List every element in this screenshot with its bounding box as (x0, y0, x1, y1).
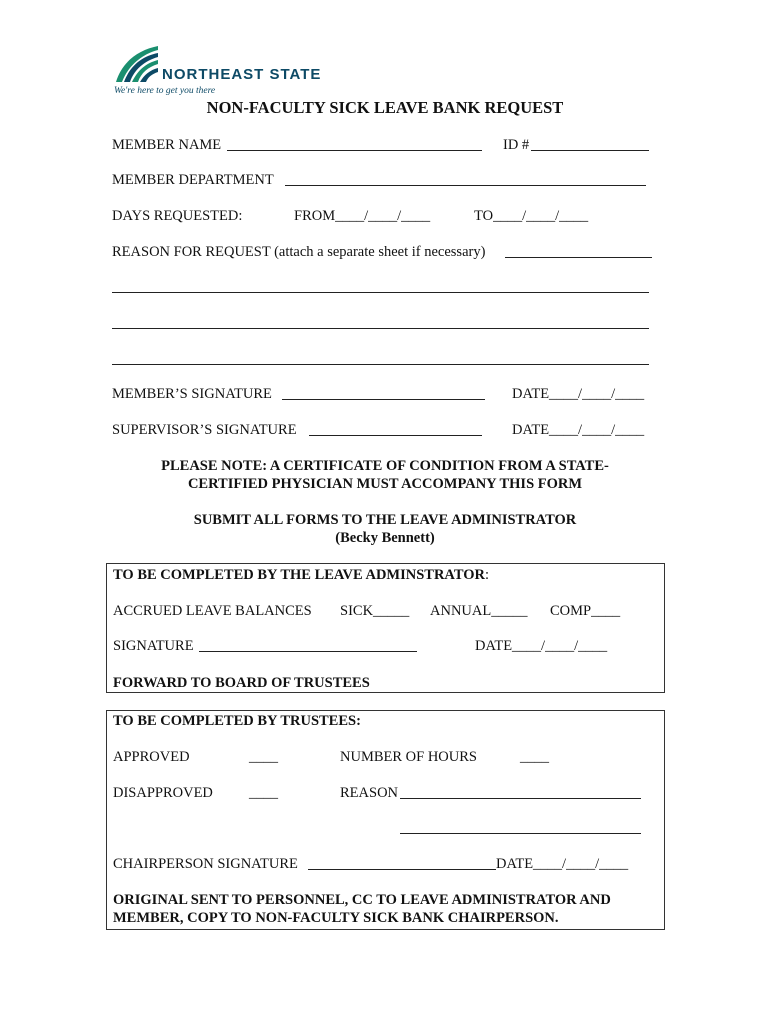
note-line-1: PLEASE NOTE: A CERTIFICATE OF CONDITION FROM A STATE- (161, 458, 609, 474)
disapproved-field[interactable]: ____ (249, 785, 278, 801)
reason-field-3[interactable] (112, 328, 649, 329)
member-signature-field[interactable] (282, 399, 485, 400)
id-field[interactable] (531, 150, 649, 151)
disapproved-label: DISAPPROVED (113, 785, 213, 801)
supervisor-signature-field[interactable] (309, 435, 482, 436)
logo-mark-icon (112, 44, 160, 84)
forward-to-trustees: FORWARD TO BOARD OF TRUSTEES (113, 675, 370, 691)
reason-field-1[interactable] (505, 257, 652, 258)
member-name-label: MEMBER NAME (112, 137, 222, 153)
trustees-reason-field-2[interactable] (400, 833, 641, 834)
number-of-hours-field[interactable]: ____ (520, 749, 549, 765)
approved-field[interactable]: ____ (249, 749, 278, 765)
reason-field-2[interactable] (112, 292, 649, 293)
sick-field[interactable]: SICK_____ (340, 603, 410, 619)
annual-field[interactable]: ANNUAL_____ (430, 603, 528, 619)
supervisor-signature-label: SUPERVISOR’S SIGNATURE (112, 422, 297, 438)
logo-tagline: We're here to get you there (114, 86, 216, 96)
supervisor-signature-date[interactable]: DATE____/____/____ (512, 422, 645, 438)
form-title: NON-FACULTY SICK LEAVE BANK REQUEST (206, 98, 564, 117)
trustees-reason-label: REASON (340, 785, 399, 801)
submit-line-1: SUBMIT ALL FORMS TO THE LEAVE ADMINISTRATOR (193, 512, 577, 528)
member-department-label: MEMBER DEPARTMENT (112, 172, 274, 188)
admin-date-field[interactable]: DATE____/____/____ (475, 638, 608, 654)
number-of-hours-label: NUMBER OF HOURS (340, 749, 477, 765)
admin-heading (113, 566, 489, 584)
reason-field-4[interactable] (112, 364, 649, 365)
member-name-field[interactable] (227, 150, 482, 151)
footer-line-1: ORIGINAL SENT TO PERSONNEL, CC TO LEAVE ADMINISTRATOR AND (113, 892, 611, 908)
member-signature-date[interactable]: DATE____/____/____ (512, 386, 645, 402)
comp-field[interactable]: COMP____ (550, 603, 621, 619)
chairperson-date-field[interactable]: DATE____/____/____ (496, 856, 629, 872)
member-department-field[interactable] (285, 185, 646, 186)
member-signature-label: MEMBER’S SIGNATURE (112, 386, 272, 402)
admin-signature-field[interactable] (199, 651, 417, 652)
trustees-reason-field-1[interactable] (400, 798, 641, 799)
to-date-field[interactable]: TO____/____/____ (474, 208, 589, 224)
admin-signature-label: SIGNATURE (113, 638, 194, 654)
footer-line-2: MEMBER, COPY TO NON-FACULTY SICK BANK CHAIRPERSON. (113, 910, 559, 926)
trustees-heading: TO BE COMPLETED BY TRUSTEES: (113, 713, 361, 729)
accrued-leave-label: ACCRUED LEAVE BALANCES (113, 603, 312, 619)
from-date-field[interactable]: FROM____/____/____ (294, 208, 431, 224)
approved-label: APPROVED (113, 749, 190, 765)
id-label: ID # (503, 137, 530, 153)
reason-for-request-label: REASON FOR REQUEST (attach a separate sheet if necessary) (112, 244, 486, 260)
chairperson-signature-field[interactable] (308, 869, 496, 870)
days-requested-label: DAYS REQUESTED: (112, 208, 243, 224)
admin-heading-colon: : (485, 567, 490, 583)
logo-name: NORTHEAST STATE (162, 66, 322, 83)
submit-line-2: (Becky Bennett) (335, 530, 435, 546)
northeast-state-logo (112, 44, 332, 96)
chairperson-signature-label: CHAIRPERSON SIGNATURE (113, 856, 298, 872)
admin-heading-text: TO BE COMPLETED BY THE LEAVE ADMINSTRATOR (113, 567, 485, 583)
note-line-2: CERTIFIED PHYSICIAN MUST ACCOMPANY THIS FORM (187, 476, 583, 492)
